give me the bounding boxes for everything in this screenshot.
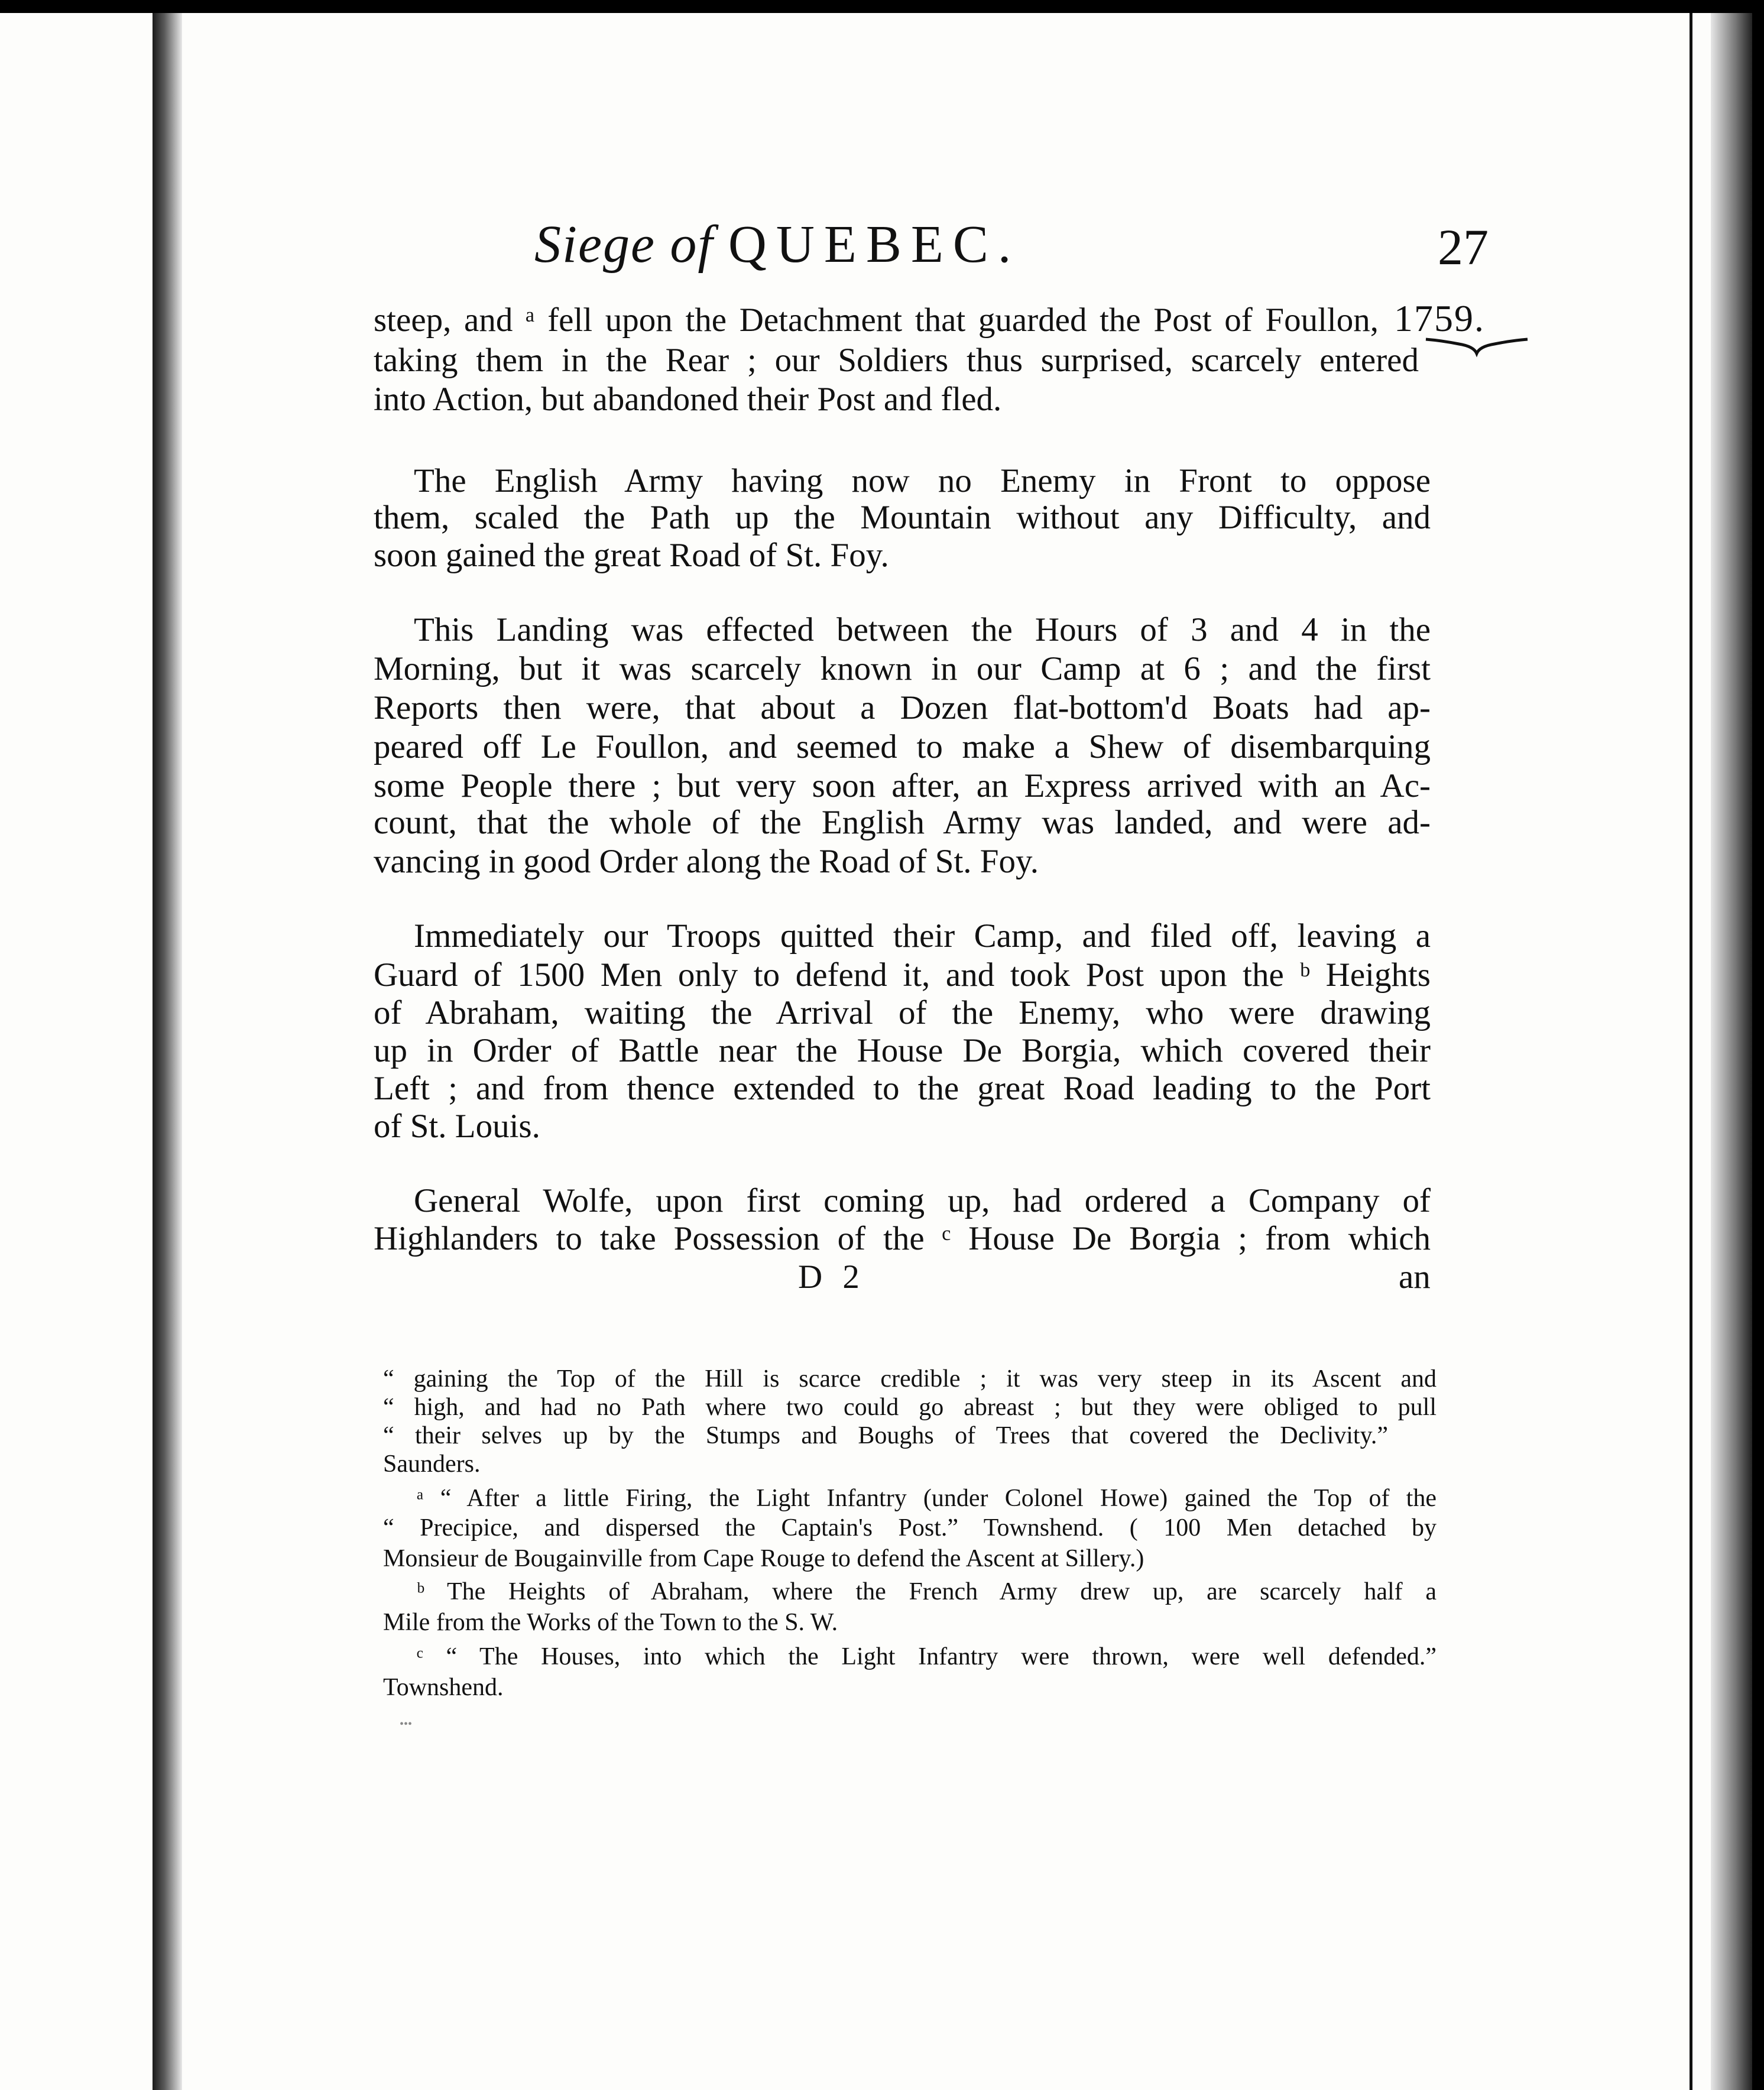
body-line: Reports then were, that about a Dozen flat-bottom'd Boats had ap- xyxy=(374,689,1431,726)
body-line: up in Order of Battle near the House De Borgia, which covered their xyxy=(374,1032,1431,1069)
running-head xyxy=(534,214,1020,275)
footnote-line: Mile from the Works of the Town to the S. W. xyxy=(383,1609,838,1636)
footnote-line: “ gaining the Top of the Hill is scarce credible ; it was very steep in its Ascent and xyxy=(383,1365,1437,1393)
footnote-line: Monsieur de Bougainville from Cape Rouge to defend the Ascent at Sillery.) xyxy=(383,1545,1144,1572)
page-number: 27 xyxy=(1438,219,1489,275)
ink-speck: ••• xyxy=(400,1718,413,1731)
body-line: The English Army having now no Enemy in Front to oppose xyxy=(414,462,1431,499)
body-line: Immediately our Troops quitted their Camp, and filed off, leaving a xyxy=(414,917,1431,955)
body-line: soon gained the great Road of St. Foy. xyxy=(374,537,889,574)
signature-mark: D 2 xyxy=(798,1258,865,1296)
body-line: of Abraham, waiting the Arrival of the Enemy, who were drawing xyxy=(374,994,1431,1031)
body-line: Guard of 1500 Men only to defend it, and took Post upon the ᵇ Heights xyxy=(374,956,1431,994)
body-line: of St. Louis. xyxy=(374,1108,540,1145)
footnote-line: “ Precipice, and dispersed the Captain's Post.” Townshend. ( 100 Men detached by xyxy=(383,1514,1437,1541)
fore-edge-shadow xyxy=(1711,13,1752,2090)
running-head-caps: QUEBEC. xyxy=(728,215,1021,274)
footnote-line: Townshend. xyxy=(383,1674,504,1701)
running-head-italic: Siege of xyxy=(534,215,714,274)
margin-brace-ornament xyxy=(1423,335,1530,358)
body-line: some People there ; but very soon after, an Express arrived with an Ac- xyxy=(374,767,1431,804)
body-line: Left ; and from thence extended to the great Road leading to the Port xyxy=(374,1070,1431,1107)
footnote-line: ᶜ “ The Houses, into which the Light Infantry were thrown, were well defended.” xyxy=(417,1643,1437,1670)
footnote-line: ᵃ “ After a little Firing, the Light Infantry (under Colonel Howe) gained the Top of the xyxy=(417,1485,1437,1512)
margin-year: 1759. xyxy=(1394,297,1485,339)
body-line: count, that the whole of the English Army was landed, and were ad- xyxy=(374,804,1431,841)
footnote-line: Saunders. xyxy=(383,1450,481,1478)
footnote-line: “ high, and had no Path where two could go abreast ; but they were obliged to pull xyxy=(383,1394,1437,1421)
body-line: Highlanders to take Possession of the ᶜ House De Borgia ; from which xyxy=(374,1220,1431,1257)
body-line: vancing in good Order along the Road of St. Foy. xyxy=(374,843,1039,880)
body-line: taking them in the Rear ; our Soldiers thus surprised, scarcely entered xyxy=(374,342,1419,379)
footnote-line: ᵇ The Heights of Abraham, where the French Army drew up, are scarcely half a xyxy=(417,1578,1437,1605)
body-line: Morning, but it was scarcely known in our Camp at 6 ; and the first xyxy=(374,650,1431,687)
body-line: General Wolfe, upon first coming up, had ordered a Company of xyxy=(414,1182,1431,1219)
body-line: into Action, but abandoned their Post and fled. xyxy=(374,381,1002,418)
footnote-line: “ their selves up by the Stumps and Boughs of Trees that covered the Declivity.” xyxy=(383,1422,1388,1449)
body-line: peared off Le Foullon, and seemed to make a Shew of disembarquing xyxy=(374,728,1431,765)
body-line: steep, and ᵃ fell upon the Detachment that guarded the Post of Foullon, xyxy=(374,301,1379,339)
body-line: This Landing was effected between the Hours of 3 and 4 in the xyxy=(414,611,1431,648)
page-edge-rule xyxy=(1690,13,1692,2090)
binding-shadow xyxy=(153,13,182,2090)
body-line: them, scaled the Path up the Mountain without any Difficulty, and xyxy=(374,499,1431,536)
catchword: an xyxy=(1399,1258,1431,1296)
